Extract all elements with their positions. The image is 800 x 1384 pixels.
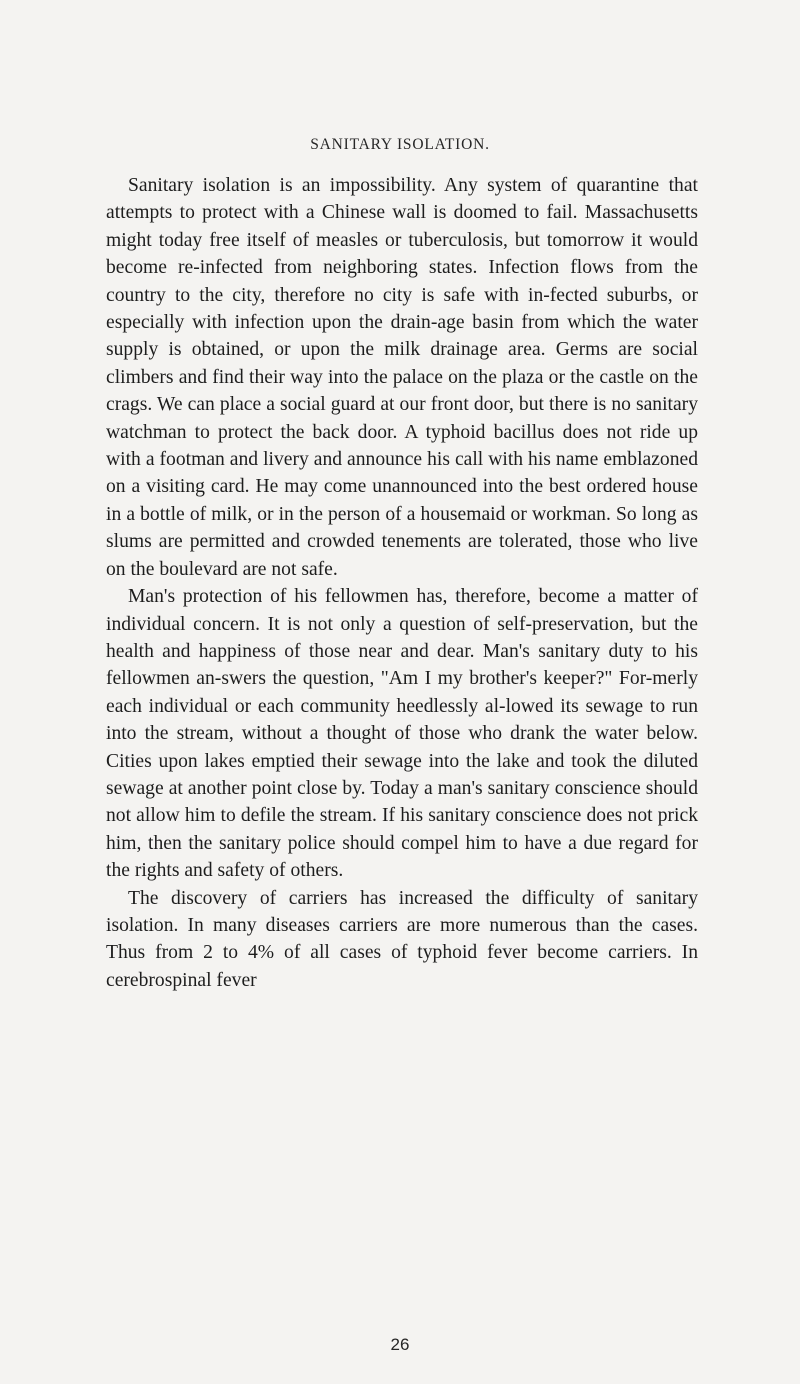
paragraph-discovery-of-carriers: The discovery of carriers has increased the difficulty of sanitary isolation. In many diseases carriers are more numerous than the cases. Thus from 2 to 4% of all cases of typhoid fever become carriers. In cerebrospinal fever — [106, 887, 698, 991]
body-text — [106, 172, 698, 994]
page-number: 26 — [390, 1335, 410, 1354]
paragraph-protection-of-fellowmen: Man's protection of his fellowmen has, therefore, become a matter of individual concern. It is not only a question of self-preservation, but the health and happiness of those near and dear. Man's sanitary duty to his fellowmen an-swers the question, "Am I my brother's keeper?" For-merly each individual or each community heedlessly al-lowed its sewage to run into the stream, without a thought of those who drank the water below. Cities upon lakes emptied their sewage into the lake and took the diluted sewage at another point close by. Today a man's sanitary conscience should not allow him to defile the stream. If his sanitary conscience does not prick him, then the sanitary police should compel him to have a due regard for the rights and safety of others. — [106, 586, 698, 882]
running-head: SANITARY ISOLATION. — [310, 136, 490, 153]
paragraph-sanitary-isolation: Sanitary isolation is an impossibility. Any system of quarantine that attempts to protect with a Chinese wall is doomed to fail. Massachusetts might today free itself of measles or tuberculosis, but tomorrow it would become re-infected from neighboring states. Infection flows from the country to the city, therefore no city is safe with in-fected suburbs, or especially with infection upon the drain-age basin from which the water supply is obtained, or upon the milk drainage area. Germs are social climbers and find their way into the palace on the plaza or the castle on the crags. We can place a social guard at our front door, but there is no sanitary watchman to protect the back door. A typhoid bacillus does not ride up with a footman and livery and announce his call with his name emblazoned on a visiting card. He may come unannounced into the best ordered house in a bottle of milk, or in the person of a housemaid or workman. So long as slums are permitted and crowded tenements are tolerated, those who live on the boulevard are not safe. — [106, 175, 698, 580]
